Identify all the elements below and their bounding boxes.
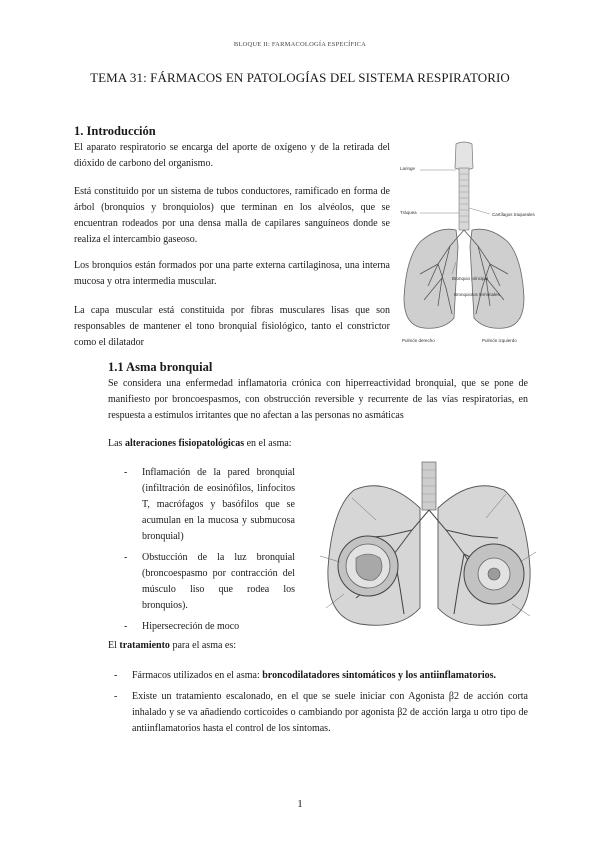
asthma-lungs-illustration [316,458,540,634]
label-cartilagos: Cartílagos traqueales [492,212,535,217]
list-item: - Existe un tratamiento escalonado, en el que se suele iniciar con Agonista β2 de acción corta inhalado y se va añadiendo corticoides o cambiando por agonista β2 de acción larga u otro tipo de antiinflamatorios hasta el control de los síntomas. [110,689,528,737]
section-heading-asma-bronquial: 1.1 Asma bronquial [108,360,213,374]
list-item: - Fármacos utilizados en el asma: broncodilatadores sintomáticos y los antiinflamatorios. [110,668,528,684]
tratamiento-intro: El tratamiento para el asma es: [108,640,237,651]
label-bronquio: Bronquio principal [452,276,489,281]
intro-paragraph-4: La capa muscular está constituida por fibras musculares lisas que son responsables de mantener el tono bronquial fisiológico, tanto el constrictor como el dilatador [74,305,390,348]
page-number: 1 [297,798,303,810]
label-bronquiolos: Bronquiolos terminales [454,292,500,297]
list-item: - Hipersecreción de moco [120,619,295,635]
label-laringe: Laringe [400,166,416,171]
alteraciones-list [120,465,295,640]
respiratory-tree-illustration [398,138,535,346]
section-heading-introduccion: 1. Introducción [74,124,156,138]
tratamiento-list [110,668,528,742]
intro-paragraph-3: Los bronquios están formados por una parte externa cartilaginosa, una interna mucosa y otra intermedia muscular. [74,260,390,287]
running-header: BLOQUE II: FARMACOLOGÍA ESPECÍFICA [233,41,367,48]
alteraciones-intro: Las alteraciones fisiopatológicas en el asma: [108,438,292,449]
intro-paragraph-1: El aparato respiratorio se encarga del aporte de oxígeno y de la retirada del dióxido de carbono del organismo. [74,142,390,169]
page-title: TEMA 31: FÁRMACOS EN PATOLOGÍAS DEL SISTEMA RESPIRATORIO [90,70,510,85]
label-pulmon-izquierdo: Pulmón izquierdo [482,338,517,343]
label-pulmon-derecho: Pulmón derecho [402,338,435,343]
list-item: - Obstucción de la luz bronquial (broncoespasmo por contracción del músculo liso que rodea los bronquios). [120,550,295,614]
asma-definition-paragraph: Se considera una enfermedad inflamatoria crónica con hiperreactividad bronquial, que se pone de manifiesto por broncoespasmos, con obstrucción reversible y recurrente de las vías respiratorias, en respuesta a estímulos irritantes que no afectan a las personas no asmáticas [108,378,528,421]
list-item: - Inflamación de la pared bronquial (infiltración de eosinófilos, linfocitos T, macrófagos y basófilos que se acumulan en la mucosa y submucosa bronquial) [120,465,295,545]
label-traquea: Tráquea [400,210,417,215]
intro-paragraph-2: Está constituido por un sistema de tubos conductores, ramificado en forma de árbol (bronquios y bronquiolos) que terminan en los alvéolos, que se encuentran rodeados por una densa malla de capilares sanguíneos donde se realiza el intercambio gaseoso. [74,186,390,245]
